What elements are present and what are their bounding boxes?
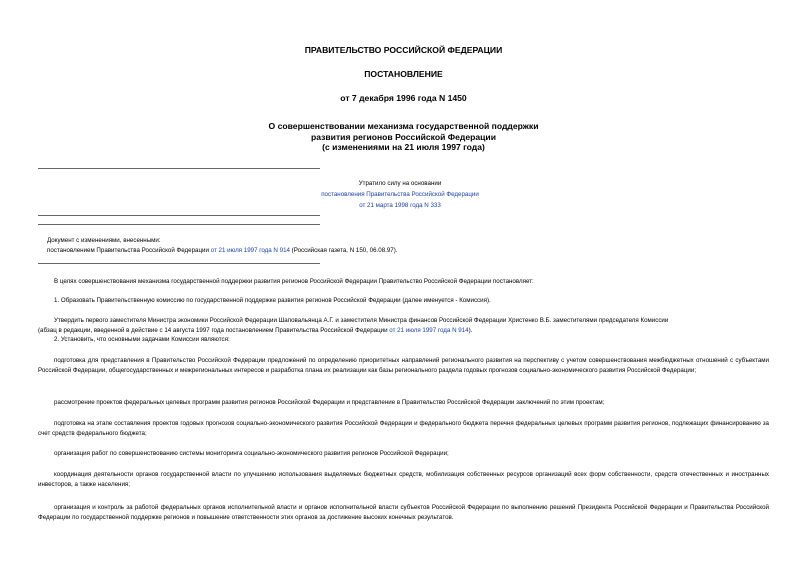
task-paragraph: координация деятельности органов государственной власти по улучшению использования выделяемых бюджетных средств, мобилизация собственных ресурсов организаций всех форм собственности, средств отечественных и иностранных инвесторов, а также населения; bbox=[38, 471, 769, 488]
amendment-link[interactable]: от 21 июля 1997 года N 914 bbox=[210, 246, 290, 254]
task-paragraph: организация работ по совершенствованию системы мониторинга социально-экономического развития регионов Российской Федерации; bbox=[54, 450, 449, 457]
changes-note-title: Документ с изменениями, внесенными: bbox=[47, 237, 161, 244]
task-paragraph: подготовка на этапе составления проектов годовых прогнозов социально-экономического развития Российской Федерации и федерального бюджета перечня федеральных целевых программ развития регионов, подлежащих финансированию за счет средств федерального бюджета; bbox=[38, 420, 769, 437]
title-line: (с изменениями на 21 июля 1997 года) bbox=[322, 142, 485, 152]
task-paragraph: рассмотрение проектов федеральных целевых программ развития регионов Российской Федерации и представление в Правительство Российской Федерации заключений по этим проектам; bbox=[54, 399, 605, 406]
title-line: О совершенствовании механизма государственной поддержки bbox=[268, 121, 539, 131]
clause-2-paragraph: 2. Установить, что основными задачами Комиссии являются: bbox=[54, 336, 230, 344]
divider bbox=[38, 224, 320, 225]
approval-amendment-link[interactable]: от 21 июля 1997 года N 914 bbox=[389, 326, 469, 334]
task-paragraph: организация и контроль за работой федеральных органов исполнительной власти и органов исполнительной власти субъектов Российской Федерации по выполнению решений Президента Российской Федерации и Правительства Российской Федерации по государственной поддержке регионов и повышение ответственности этих органов за достижение высоких конечных результатов. bbox=[38, 504, 769, 521]
document-date-number: от 7 декабря 1996 года N 1450 bbox=[340, 93, 467, 103]
approval-paragraph bbox=[38, 316, 769, 345]
approval-note-suffix: ). bbox=[468, 326, 473, 334]
issuing-authority: ПРАВИТЕЛЬСТВО РОССИЙСКОЙ ФЕДЕРАЦИИ bbox=[304, 45, 503, 55]
document-title bbox=[0, 121, 807, 153]
approval-text: Утвердить первого заместителя Министра экономики Российской Федерации Шаповальянца А.Г. и заместителя Министра финансов Российской Федерации Христенко В.Б. заместителями председателя Комиссии bbox=[54, 317, 669, 324]
changes-note-source bbox=[47, 246, 787, 256]
approval-note-prefix: (абзац в редакции, введенной в действие с 14 августа 1997 года постановлением Правительства Российской Федерации bbox=[38, 326, 390, 334]
divider bbox=[38, 168, 320, 169]
repeal-notice-text: Утратило силу на основании bbox=[358, 180, 442, 187]
changes-note-suffix: (Российская газета, N 150, 06.08.97). bbox=[289, 246, 398, 254]
document-type: ПОСТАНОВЛЕНИЕ bbox=[364, 69, 443, 79]
changes-note bbox=[47, 236, 787, 255]
task-paragraph: подготовка для представления в Правительство Российской Федерации предложений по определению приоритетных направлений регионального развития на перспективу с учетом совершенствования межбюджетных отношений с субъектами Российской Федерации, общегосударственных и межрегиональных интересов и разработка плана их реализации как базы регионального раздела годовых прогнозов социально-экономического развития Российской Федерации; bbox=[38, 357, 769, 374]
preamble-paragraph: В целях совершенствования механизма государственной поддержки развития регионов Российской Федерации Правительство Российской Федерации постановляет: bbox=[54, 278, 534, 285]
divider bbox=[38, 215, 320, 216]
repeal-link-date[interactable]: от 21 марта 1998 года N 333 bbox=[359, 202, 441, 209]
changes-note-prefix: постановлением Правительства Российской Федерации bbox=[47, 246, 211, 254]
repeal-notice bbox=[300, 178, 500, 211]
repeal-link-decree[interactable]: постановления Правительства Российской Федерации bbox=[321, 191, 479, 198]
clause-1-paragraph: 1. Образовать Правительственную комиссию по государственной поддержке развития регионов Российской Федерации (далее именуется - Комиссия). bbox=[54, 297, 491, 304]
title-line: развития регионов Российской Федерации bbox=[310, 131, 496, 142]
approval-amendment-note bbox=[38, 326, 769, 336]
divider bbox=[38, 263, 320, 264]
